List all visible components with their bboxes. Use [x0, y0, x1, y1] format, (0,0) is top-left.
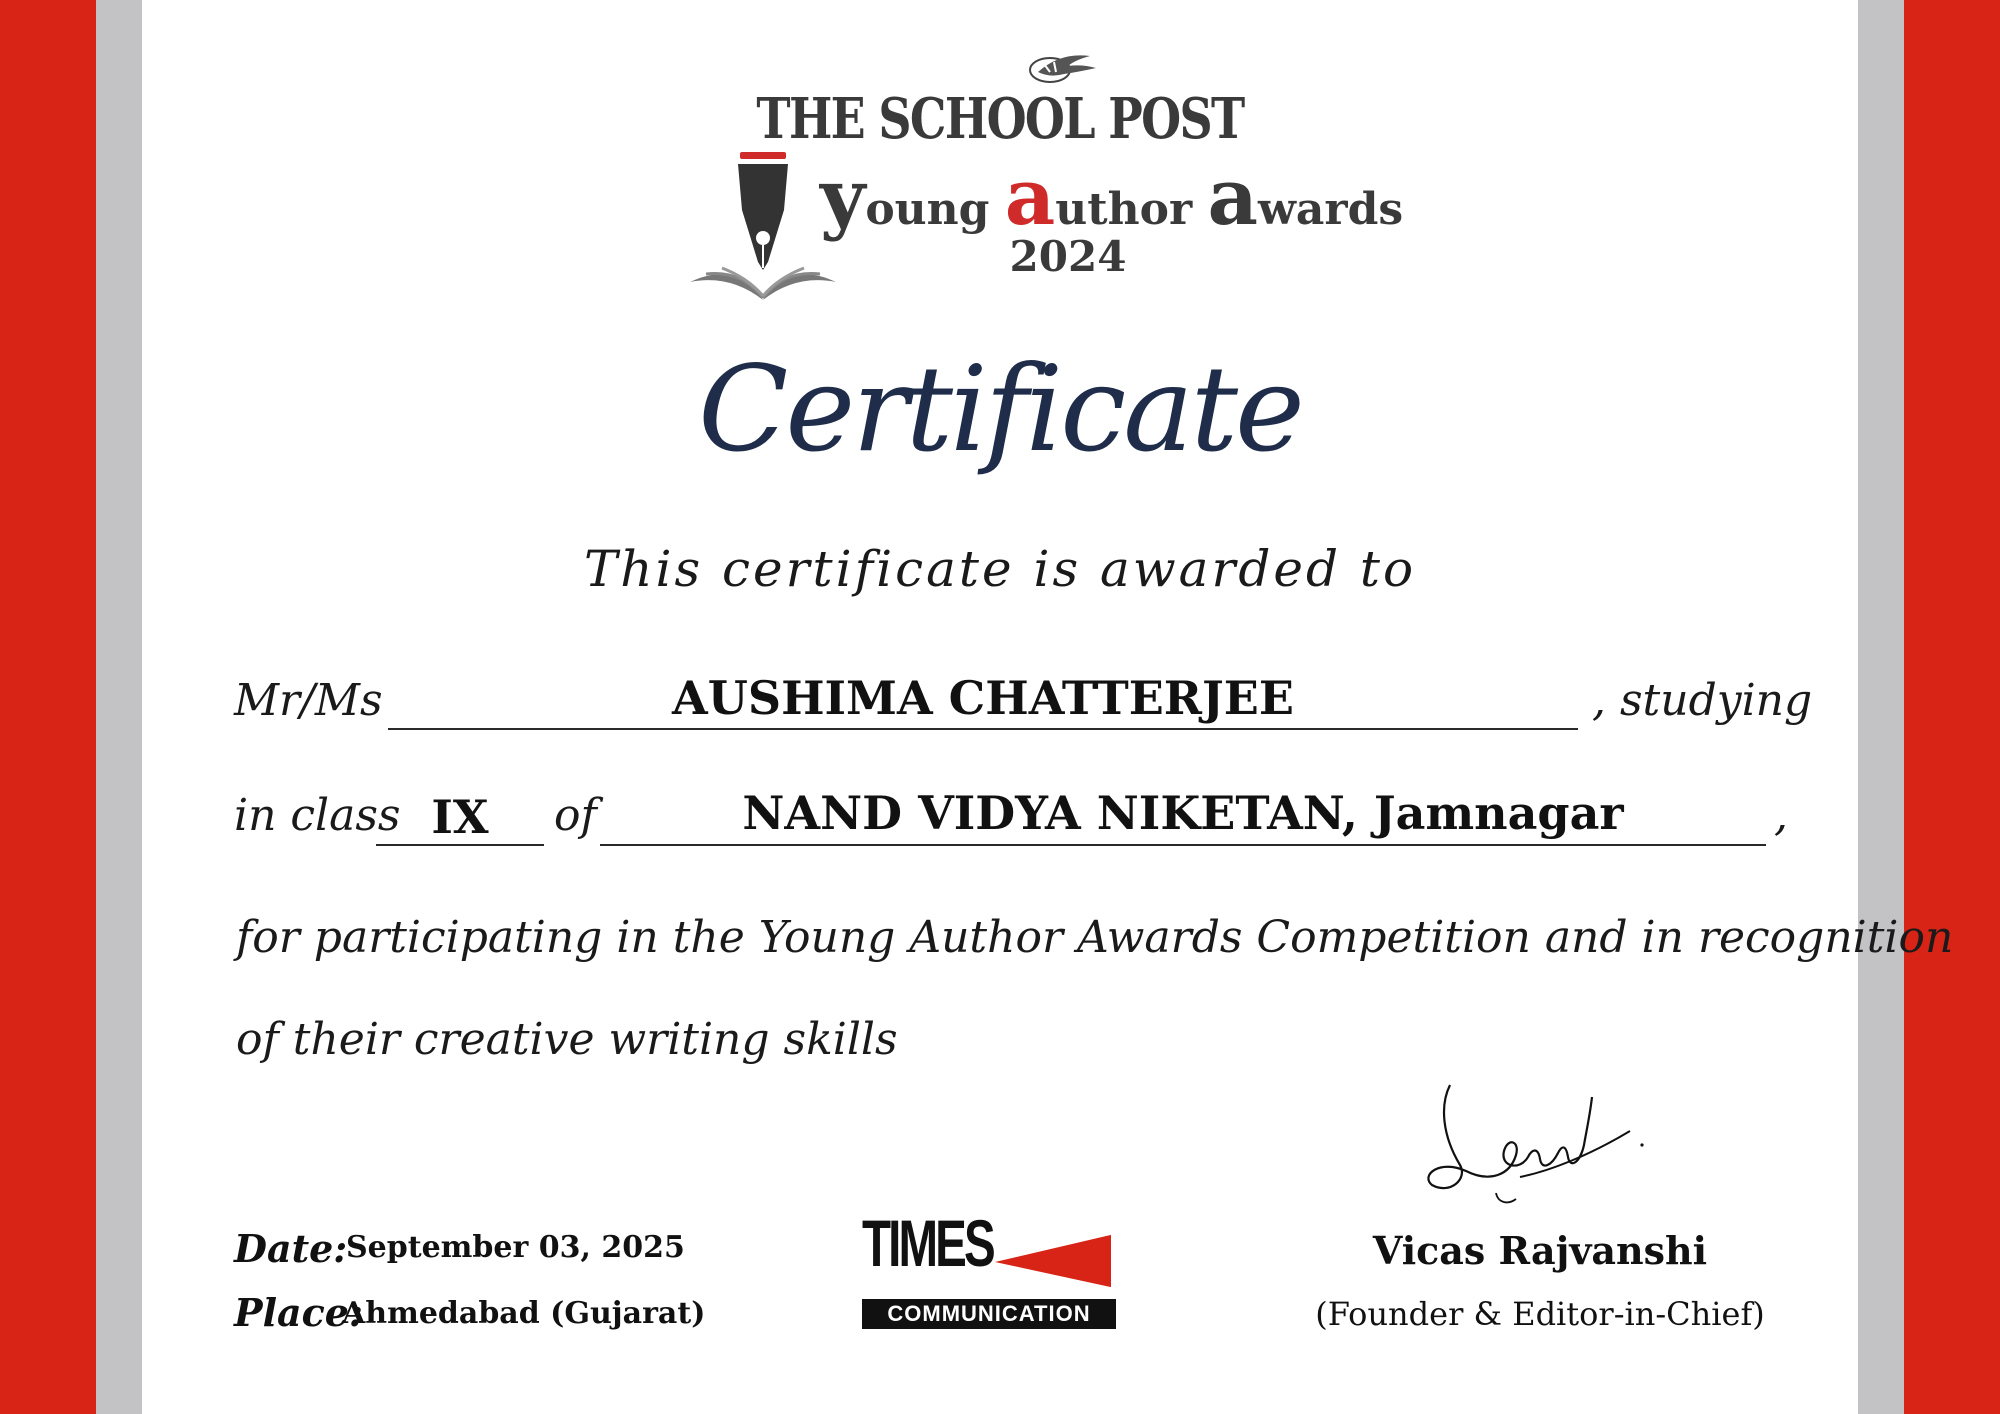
logo-red-flag-icon	[992, 1233, 1114, 1291]
logo-communication-band	[862, 1299, 1116, 1329]
award-word-oung: oung	[865, 184, 990, 235]
award-letter-y: y	[820, 152, 866, 243]
left-red-border	[0, 0, 96, 1414]
name-underline	[388, 728, 1578, 730]
prefix-label: Mr/Ms	[234, 675, 383, 726]
purpose-line-1: for participating in the Young Author Awards Competition and in recognition	[236, 912, 1954, 963]
logo-communication-text: COMMUNICATION	[887, 1301, 1091, 1326]
publication-name: THE SCHOOL POST	[756, 86, 1244, 152]
recipient-name: AUSHIMA CHATTERJEE	[672, 671, 1294, 725]
school-name: NAND VIDYA NIKETAN, Jamnagar	[742, 786, 1624, 840]
bird-logo-icon	[1020, 42, 1100, 86]
place-value: Ahmedabad (Gujarat)	[342, 1296, 706, 1331]
date-label: Date:	[234, 1226, 348, 1271]
school-underline	[600, 844, 1766, 846]
studying-text: , studying	[1592, 675, 1813, 726]
award-letter-a2: a	[1207, 152, 1259, 243]
place-label: Place:	[234, 1290, 363, 1335]
signer-name: Vicas Rajvanshi	[1372, 1228, 1708, 1273]
right-red-border	[1904, 0, 2000, 1414]
times-communication-logo	[862, 1205, 1116, 1329]
awarded-to-text: This certificate is awarded to	[583, 540, 1417, 598]
class-value: IX	[431, 790, 489, 844]
award-year: 2024	[1009, 232, 1127, 281]
award-word-uthor: uthor	[1055, 184, 1193, 235]
right-gray-border	[1858, 0, 1904, 1414]
class-underline	[376, 844, 544, 846]
of-text: of	[554, 790, 597, 841]
fountain-pen-book-icon	[686, 150, 840, 305]
purpose-line-2: of their creative writing skills	[236, 1014, 898, 1065]
signature-image	[1420, 1075, 1660, 1225]
logo-times-text: TIMES	[862, 1206, 993, 1280]
class-label: in class	[234, 790, 401, 841]
left-gray-border	[96, 0, 142, 1414]
award-letter-a1: a	[1004, 152, 1056, 243]
certificate-title: Certificate	[698, 340, 1302, 478]
date-value: September 03, 2025	[346, 1230, 685, 1265]
trailing-comma: ,	[1774, 790, 1788, 841]
award-name	[820, 152, 1403, 243]
signer-role: (Founder & Editor-in-Chief)	[1315, 1295, 1765, 1333]
award-word-wards: wards	[1258, 184, 1404, 235]
